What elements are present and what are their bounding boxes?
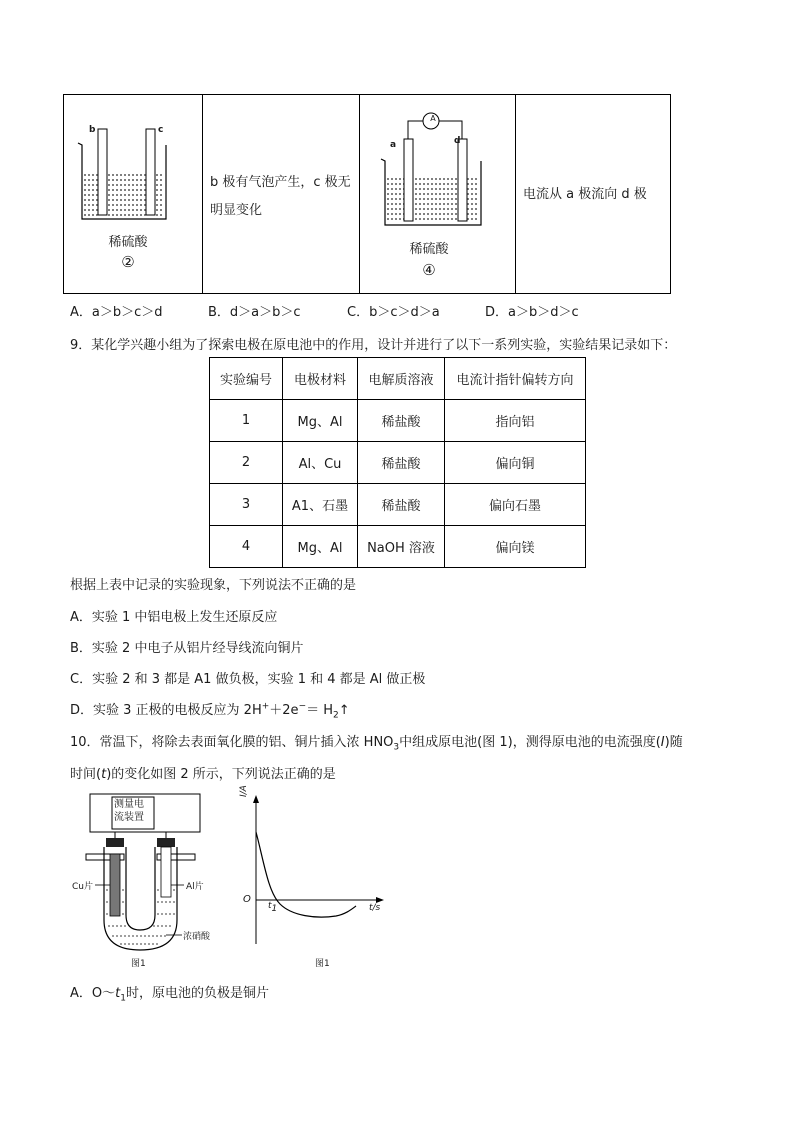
beaker-2-diagram (72, 123, 197, 223)
option-d-arrow: ↑ (338, 703, 350, 718)
current-time-graph (236, 792, 386, 952)
beaker-2-caption: 稀硫酸 (108, 235, 148, 250)
q9-option-a: A．实验 1 中铝电极上发生还原反应 (70, 610, 278, 625)
table-cell: 偏向铜 (445, 442, 586, 484)
stem-italic-t: t (101, 767, 107, 782)
table-cell: 偏向镁 (445, 526, 586, 568)
q8-option-a: A．a＞b＞c＞d (70, 305, 163, 320)
device-label-line2: 流装置 (114, 812, 144, 823)
table-cell: 2 (210, 442, 283, 484)
al-electrode-label: Al片 (186, 882, 204, 892)
figure-1-caption: 图1 (131, 959, 146, 969)
q9-question: 根据上表中记录的实验现象，下列说法不正确的是 (70, 578, 357, 593)
q10-option-a (70, 982, 269, 1004)
header-cell: 电解质溶液 (358, 358, 445, 400)
y-axis-label: I/A (239, 785, 249, 797)
t1-text: t (268, 901, 272, 911)
origin-label: O (243, 894, 251, 905)
superscript-minus: − (298, 701, 307, 712)
table-cell: Mg、Al (283, 526, 358, 568)
table-cell: 稀盐酸 (358, 442, 445, 484)
electrode-d-label: d (454, 136, 461, 146)
stem-text: )随 (664, 735, 683, 750)
u-tube-cell-diagram (70, 790, 240, 955)
electrode-c-label: c (158, 125, 164, 135)
table-cell: Mg、Al (283, 400, 358, 442)
beaker-4-result: 电流从 a 极流向 d 极 (523, 187, 647, 202)
table-divider (202, 95, 203, 293)
q9-stem: 9．某化学兴趣小组为了探索电极在原电池中的作用，设计并进行了以下一系列实验，实验结果记录如下： (70, 338, 677, 353)
table-cell: 稀盐酸 (358, 484, 445, 526)
stem-text: 10．常温下，将除去表面氧化膜的铝、铜片插入浓 HNO (70, 735, 394, 750)
q9-option-c: C．实验 2 和 3 都是 A1 做负极，实验 1 和 4 都是 Al 做正极 (70, 672, 426, 687)
beaker-4-caption: 稀硫酸 (409, 242, 449, 257)
q8-electrode-table (63, 94, 671, 294)
electrode-a-label: a (390, 140, 397, 150)
subscript-2: 2 (333, 710, 339, 721)
q8-option-b: B．d＞a＞b＞c (208, 305, 301, 320)
option-d-text: ＝ H (306, 703, 334, 718)
beaker-2-number: ② (121, 253, 135, 271)
cu-electrode-label: Cu片 (72, 882, 93, 892)
table-cell: NaOH 溶液 (358, 526, 445, 568)
table-header-row (210, 358, 586, 400)
beaker-2-result-line2: 明显变化 (210, 203, 263, 218)
x-axis-label: t/s (369, 903, 381, 913)
t1-subscript: 1 (271, 903, 278, 914)
subscript-3: 3 (393, 742, 400, 753)
q9-option-b: B．实验 2 中电子从铝片经导线流向铜片 (70, 641, 304, 656)
acid-label: 浓硝酸 (183, 932, 211, 942)
table-cell: 3 (210, 484, 283, 526)
table-cell: 指向铝 (445, 400, 586, 442)
header-cell: 实验编号 (210, 358, 283, 400)
beaker-2-result-line1: b 极有气泡产生，c 极无 (210, 175, 351, 190)
beaker-4-number: ④ (422, 261, 436, 279)
table-cell: A1、石墨 (283, 484, 358, 526)
q10-stem-line1 (70, 731, 683, 753)
stem-text: )的变化如图 2 所示，下列说法正确的是 (106, 767, 336, 782)
device-label-line1: 测量电 (114, 799, 144, 810)
table-row (210, 484, 586, 526)
table-cell: Al、Cu (283, 442, 358, 484)
stem-text: 中组成原电池(图 1)，测得原电池的电流强度( (399, 735, 661, 750)
option-a-text: 时，原电池的负极是铜片 (125, 986, 269, 1001)
q8-option-c: C．b＞c＞d＞a (347, 305, 440, 320)
table-divider (515, 95, 516, 293)
beaker-4-diagram (369, 109, 509, 229)
q10-stem-line2 (70, 763, 336, 782)
option-a-subscript: 1 (120, 993, 126, 1004)
measuring-device-label (114, 798, 144, 824)
table-divider (359, 95, 360, 293)
superscript-plus: + (261, 701, 270, 712)
stem-text: 时间( (70, 767, 102, 782)
q8-option-d: D．a＞b＞d＞c (485, 305, 579, 320)
ammeter-label: A (430, 114, 436, 123)
t1-label (268, 901, 277, 914)
option-d-text: ＋2e (269, 703, 299, 718)
option-a-italic-t: t (115, 986, 121, 1001)
table-cell: 稀盐酸 (358, 400, 445, 442)
table-row (210, 442, 586, 484)
table-cell: 4 (210, 526, 283, 568)
table-cell: 偏向石墨 (445, 484, 586, 526)
option-a-text: A．O～ (70, 986, 116, 1001)
header-cell: 电极材料 (283, 358, 358, 400)
table-cell: 1 (210, 400, 283, 442)
q9-results-table (209, 357, 586, 568)
stem-italic-i: I (660, 735, 665, 750)
option-d-text: D．实验 3 正极的电极反应为 2H (70, 703, 262, 718)
table-row (210, 526, 586, 568)
header-cell: 电流计指针偏转方向 (445, 358, 586, 400)
figure-2-caption: 图1 (315, 959, 330, 969)
electrode-b-label: b (89, 125, 96, 135)
q9-option-d (70, 699, 350, 721)
table-row (210, 400, 586, 442)
